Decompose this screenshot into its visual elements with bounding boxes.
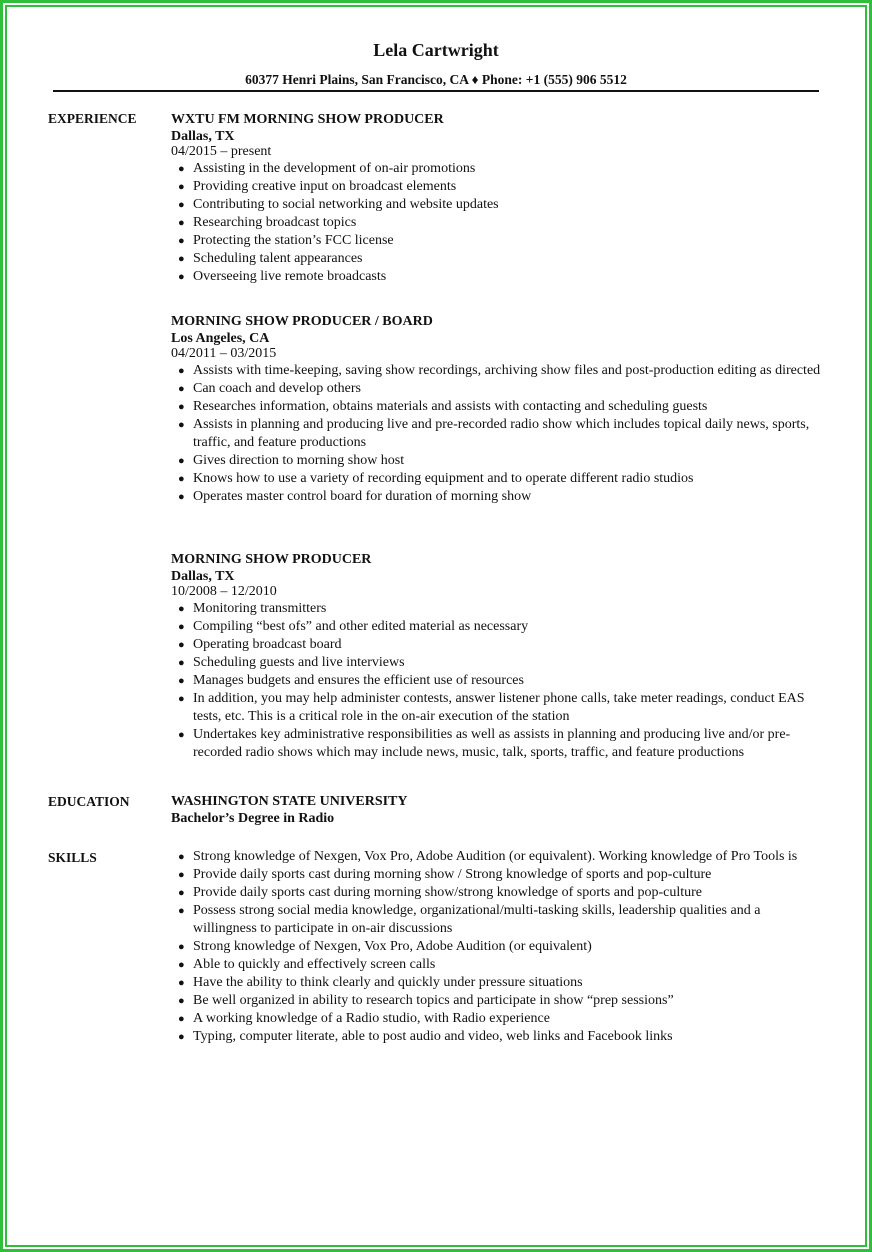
skills-list [171, 848, 827, 1046]
job-location: Los Angeles, CA [171, 331, 270, 346]
list-item: ● Scheduling talent appearances [178, 251, 363, 266]
list-item: ● Providing creative input on broadcast elements [178, 179, 457, 194]
job-dates: 04/2011 – 03/2015 [171, 346, 277, 361]
list-item: ● In addition, you may help administer contests, answer listener phone calls, take meter readings, conduct EAS tests, etc. This is a critical role in the on-air execution of the station [178, 691, 805, 724]
section-label-education: EDUCATION [48, 794, 130, 809]
job-dates: 04/2015 – present [171, 144, 272, 159]
list-item: ● Provide daily sports cast during morning show / Strong knowledge of sports and pop-culture [178, 867, 712, 882]
job-location: Dallas, TX [171, 129, 235, 144]
section-label-skills: SKILLS [48, 850, 97, 865]
job-location: Dallas, TX [171, 569, 235, 584]
list-item: ● Assists in planning and producing live and pre-recorded radio show which includes topical daily news, sports, traffic, and feature productions [178, 417, 810, 450]
skills-entry [171, 848, 827, 1046]
list-item: ● Assisting in the development of on-air promotions [178, 161, 476, 176]
list-item: ● Be well organized in ability to research topics and participate in show “prep sessions” [178, 993, 674, 1008]
job-title: MORNING SHOW PRODUCER / BOARD [171, 314, 433, 329]
job-entry-3 [171, 551, 827, 762]
list-item: ● Assists with time-keeping, saving show recordings, archiving show files and post-production editing as directed [178, 363, 821, 378]
list-item: ● Protecting the station’s FCC license [178, 233, 394, 248]
list-item: ● A working knowledge of a Radio studio, with Radio experience [178, 1011, 550, 1026]
page-frame-inner [5, 5, 867, 1247]
list-item: ● Contributing to social networking and website updates [178, 197, 499, 212]
list-item: ● Strong knowledge of Nexgen, Vox Pro, Adobe Audition (or equivalent) [178, 939, 592, 954]
job-entry-1 [171, 111, 827, 286]
list-item: ● Operating broadcast board [178, 637, 342, 652]
job-bullets [171, 362, 827, 506]
list-item: ● Able to quickly and effectively screen calls [178, 957, 436, 972]
job-bullets [171, 160, 827, 286]
list-item: ● Undertakes key administrative responsibilities as well as assists in planning and producing live and/or pre-recorded radio shows which may include news, music, talk, sports, traffic, and feature productions [178, 727, 791, 760]
list-item: ● Have the ability to think clearly and quickly under pressure situations [178, 975, 583, 990]
list-item: ● Strong knowledge of Nexgen, Vox Pro, Adobe Audition (or equivalent). Working knowledge of Pro Tools is [178, 849, 798, 864]
job-title: MORNING SHOW PRODUCER [171, 552, 372, 567]
list-item: ● Researches information, obtains materials and assists with contacting and scheduling guests [178, 399, 708, 414]
header-divider [53, 90, 819, 92]
list-item: ● Knows how to use a variety of recording equipment and to operate different radio studios [178, 471, 694, 486]
job-dates: 10/2008 – 12/2010 [171, 584, 277, 599]
list-item: ● Provide daily sports cast during morning show/strong knowledge of sports and pop-culture [178, 885, 702, 900]
list-item: ● Compiling “best ofs” and other edited material as necessary [178, 619, 529, 634]
job-bullets [171, 600, 827, 762]
education-school: WASHINGTON STATE UNIVERSITY [171, 794, 408, 809]
education-degree: Bachelor’s Degree in Radio [171, 811, 335, 826]
list-item: ● Scheduling guests and live interviews [178, 655, 405, 670]
list-item: ● Manages budgets and ensures the efficient use of resources [178, 673, 524, 688]
section-label-experience: EXPERIENCE [48, 111, 137, 126]
list-item: ● Monitoring transmitters [178, 601, 327, 616]
job-entry-2 [171, 313, 827, 506]
list-item: ● Operates master control board for duration of morning show [178, 489, 532, 504]
list-item: ● Typing, computer literate, able to post audio and video, web links and Facebook links [178, 1029, 673, 1044]
list-item: ● Overseeing live remote broadcasts [178, 269, 387, 284]
contact-line: 60377 Henri Plains, San Francisco, CA ♦ Phone: +1 (555) 906 5512 [245, 72, 627, 87]
list-item: ● Researching broadcast topics [178, 215, 357, 230]
list-item: ● Gives direction to morning show host [178, 453, 405, 468]
education-entry [171, 793, 827, 826]
list-item: ● Can coach and develop others [178, 381, 361, 396]
job-title: WXTU FM MORNING SHOW PRODUCER [171, 112, 444, 127]
candidate-name: Lela Cartwright [373, 40, 499, 60]
list-item: ● Possess strong social media knowledge, organizational/multi-tasking skills, leadership qualities and a willingness to participate in on-air discussions [178, 903, 761, 936]
